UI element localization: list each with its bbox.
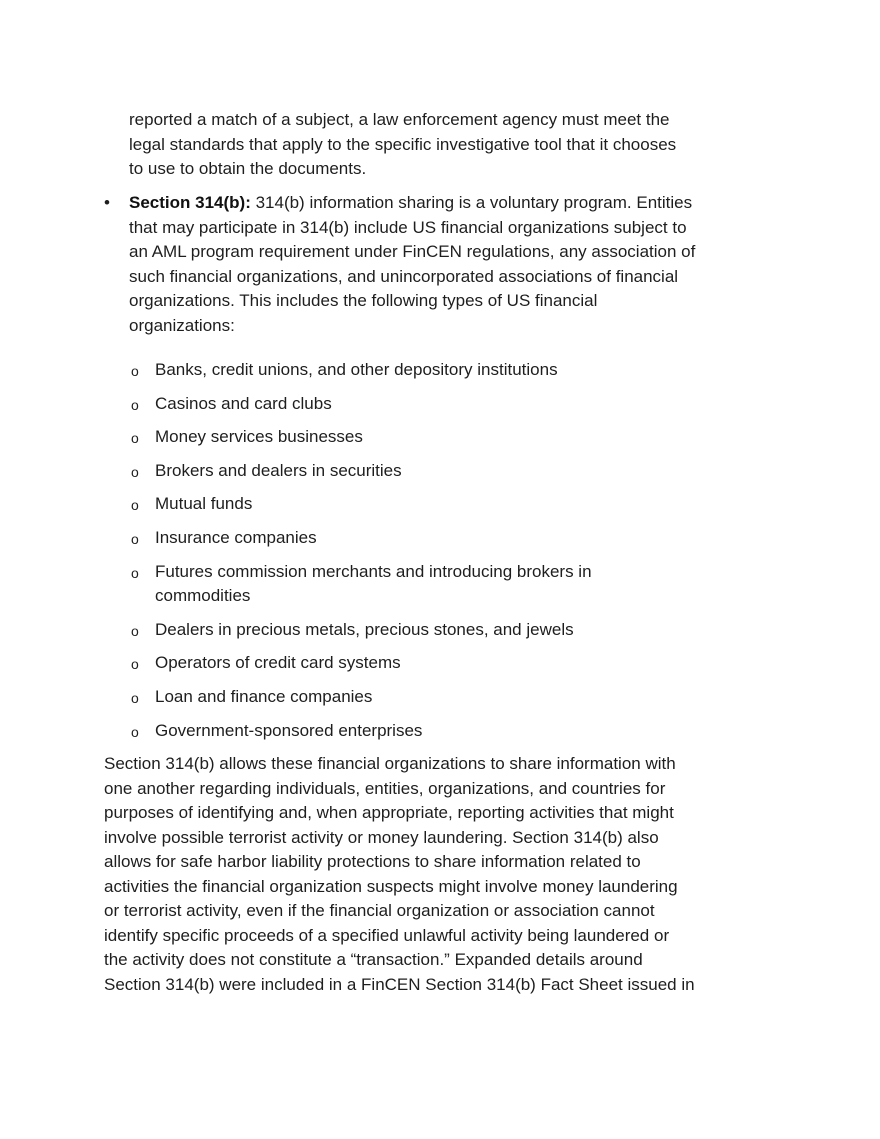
sub-bullet-icon: o	[131, 396, 139, 413]
text-line: involve possible terrorist activity or money laundering. Section 314(b) also	[104, 827, 659, 847]
sub-bullet-icon: o	[131, 430, 139, 447]
text-line: legal standards that apply to the specific investigative tool that it chooses	[129, 134, 677, 154]
text-line: such financial organizations, and unincorporated associations of financial	[129, 266, 679, 286]
sub-bullet-icon: o	[131, 622, 139, 639]
text-line: that may participate in 314(b) include US financial organizations subject to	[129, 217, 687, 237]
text-line: purposes of identifying and, when appropriate, reporting activities that might	[104, 803, 674, 822]
sub-bullet-icon: o	[131, 363, 139, 379]
list-item-text: Operators of credit card systems	[155, 653, 401, 673]
list-item-text: Casinos and card clubs	[155, 393, 332, 413]
list-item-text: Government-sponsored enterprises	[155, 720, 423, 740]
list-item	[155, 526, 317, 551]
text-line: Section 314(b) allows these financial organizations to share information with	[104, 754, 676, 773]
list-item	[155, 459, 402, 484]
list-item	[155, 425, 363, 450]
list-item	[155, 560, 592, 609]
list-item-text: Loan and finance companies	[155, 686, 373, 706]
list-item-text: Brokers and dealers in securities	[155, 460, 402, 480]
list-item	[155, 685, 372, 710]
section-label: Section 314(b):	[129, 193, 251, 212]
text-line: reported a match of a subject, a law enforcement agency must meet the	[129, 110, 670, 129]
sub-bullet-icon: o	[131, 463, 139, 480]
sub-bullet-icon: o	[131, 564, 139, 581]
list-item-text: commodities	[155, 586, 251, 606]
list-item	[155, 719, 422, 744]
text-line: organizations. This includes the following types of US financial	[129, 291, 598, 310]
list-item-text: Money services businesses	[155, 427, 363, 447]
text-line: Section 314(b) were included in a FinCEN Section 314(b) Fact Sheet issued in	[104, 974, 695, 994]
list-item-text: Insurance companies	[155, 528, 317, 547]
text-line: organizations:	[129, 315, 235, 335]
list-item-text: Futures commission merchants and introducing brokers in	[155, 561, 592, 581]
closing-paragraph	[104, 752, 695, 997]
sub-bullet-icon: o	[131, 689, 139, 706]
list-item-text: Banks, credit unions, and other depository institutions	[155, 360, 558, 379]
list-item	[155, 492, 252, 517]
text-line: activities the financial organization suspects might involve money laundering	[104, 876, 678, 896]
text-line: an AML program requirement under FinCEN regulations, any association of	[129, 242, 696, 261]
bullet-icon: •	[104, 193, 110, 212]
text-line: identify specific proceeds of a specified unlawful activity being laundered or	[104, 925, 670, 945]
sub-bullet-icon: o	[131, 723, 139, 740]
text-line: or terrorist activity, even if the financial organization or association cannot	[104, 901, 655, 920]
list-item	[155, 392, 332, 417]
text-line	[129, 191, 695, 216]
list-item	[155, 618, 574, 643]
text-span: 314(b) information sharing is a voluntary program. Entities	[250, 193, 693, 212]
list-item	[155, 651, 401, 676]
list-item-text: Mutual funds	[155, 494, 253, 514]
text-line: one another regarding individuals, entities, organizations, and countries for	[104, 778, 666, 798]
intro-paragraph	[129, 108, 676, 182]
sub-bullet-icon: o	[131, 531, 139, 547]
sub-bullet-icon: o	[131, 497, 139, 514]
section-314b-paragraph	[129, 191, 695, 338]
list-item	[155, 358, 558, 383]
text-line: allows for safe harbor liability protections to share information related to	[104, 852, 641, 871]
text-line: the activity does not constitute a “transaction.” Expanded details around	[104, 950, 643, 969]
text-line: to use to obtain the documents.	[129, 159, 367, 178]
sub-bullet-icon: o	[131, 656, 139, 673]
list-item-text: Dealers in precious metals, precious stones, and jewels	[155, 619, 574, 639]
